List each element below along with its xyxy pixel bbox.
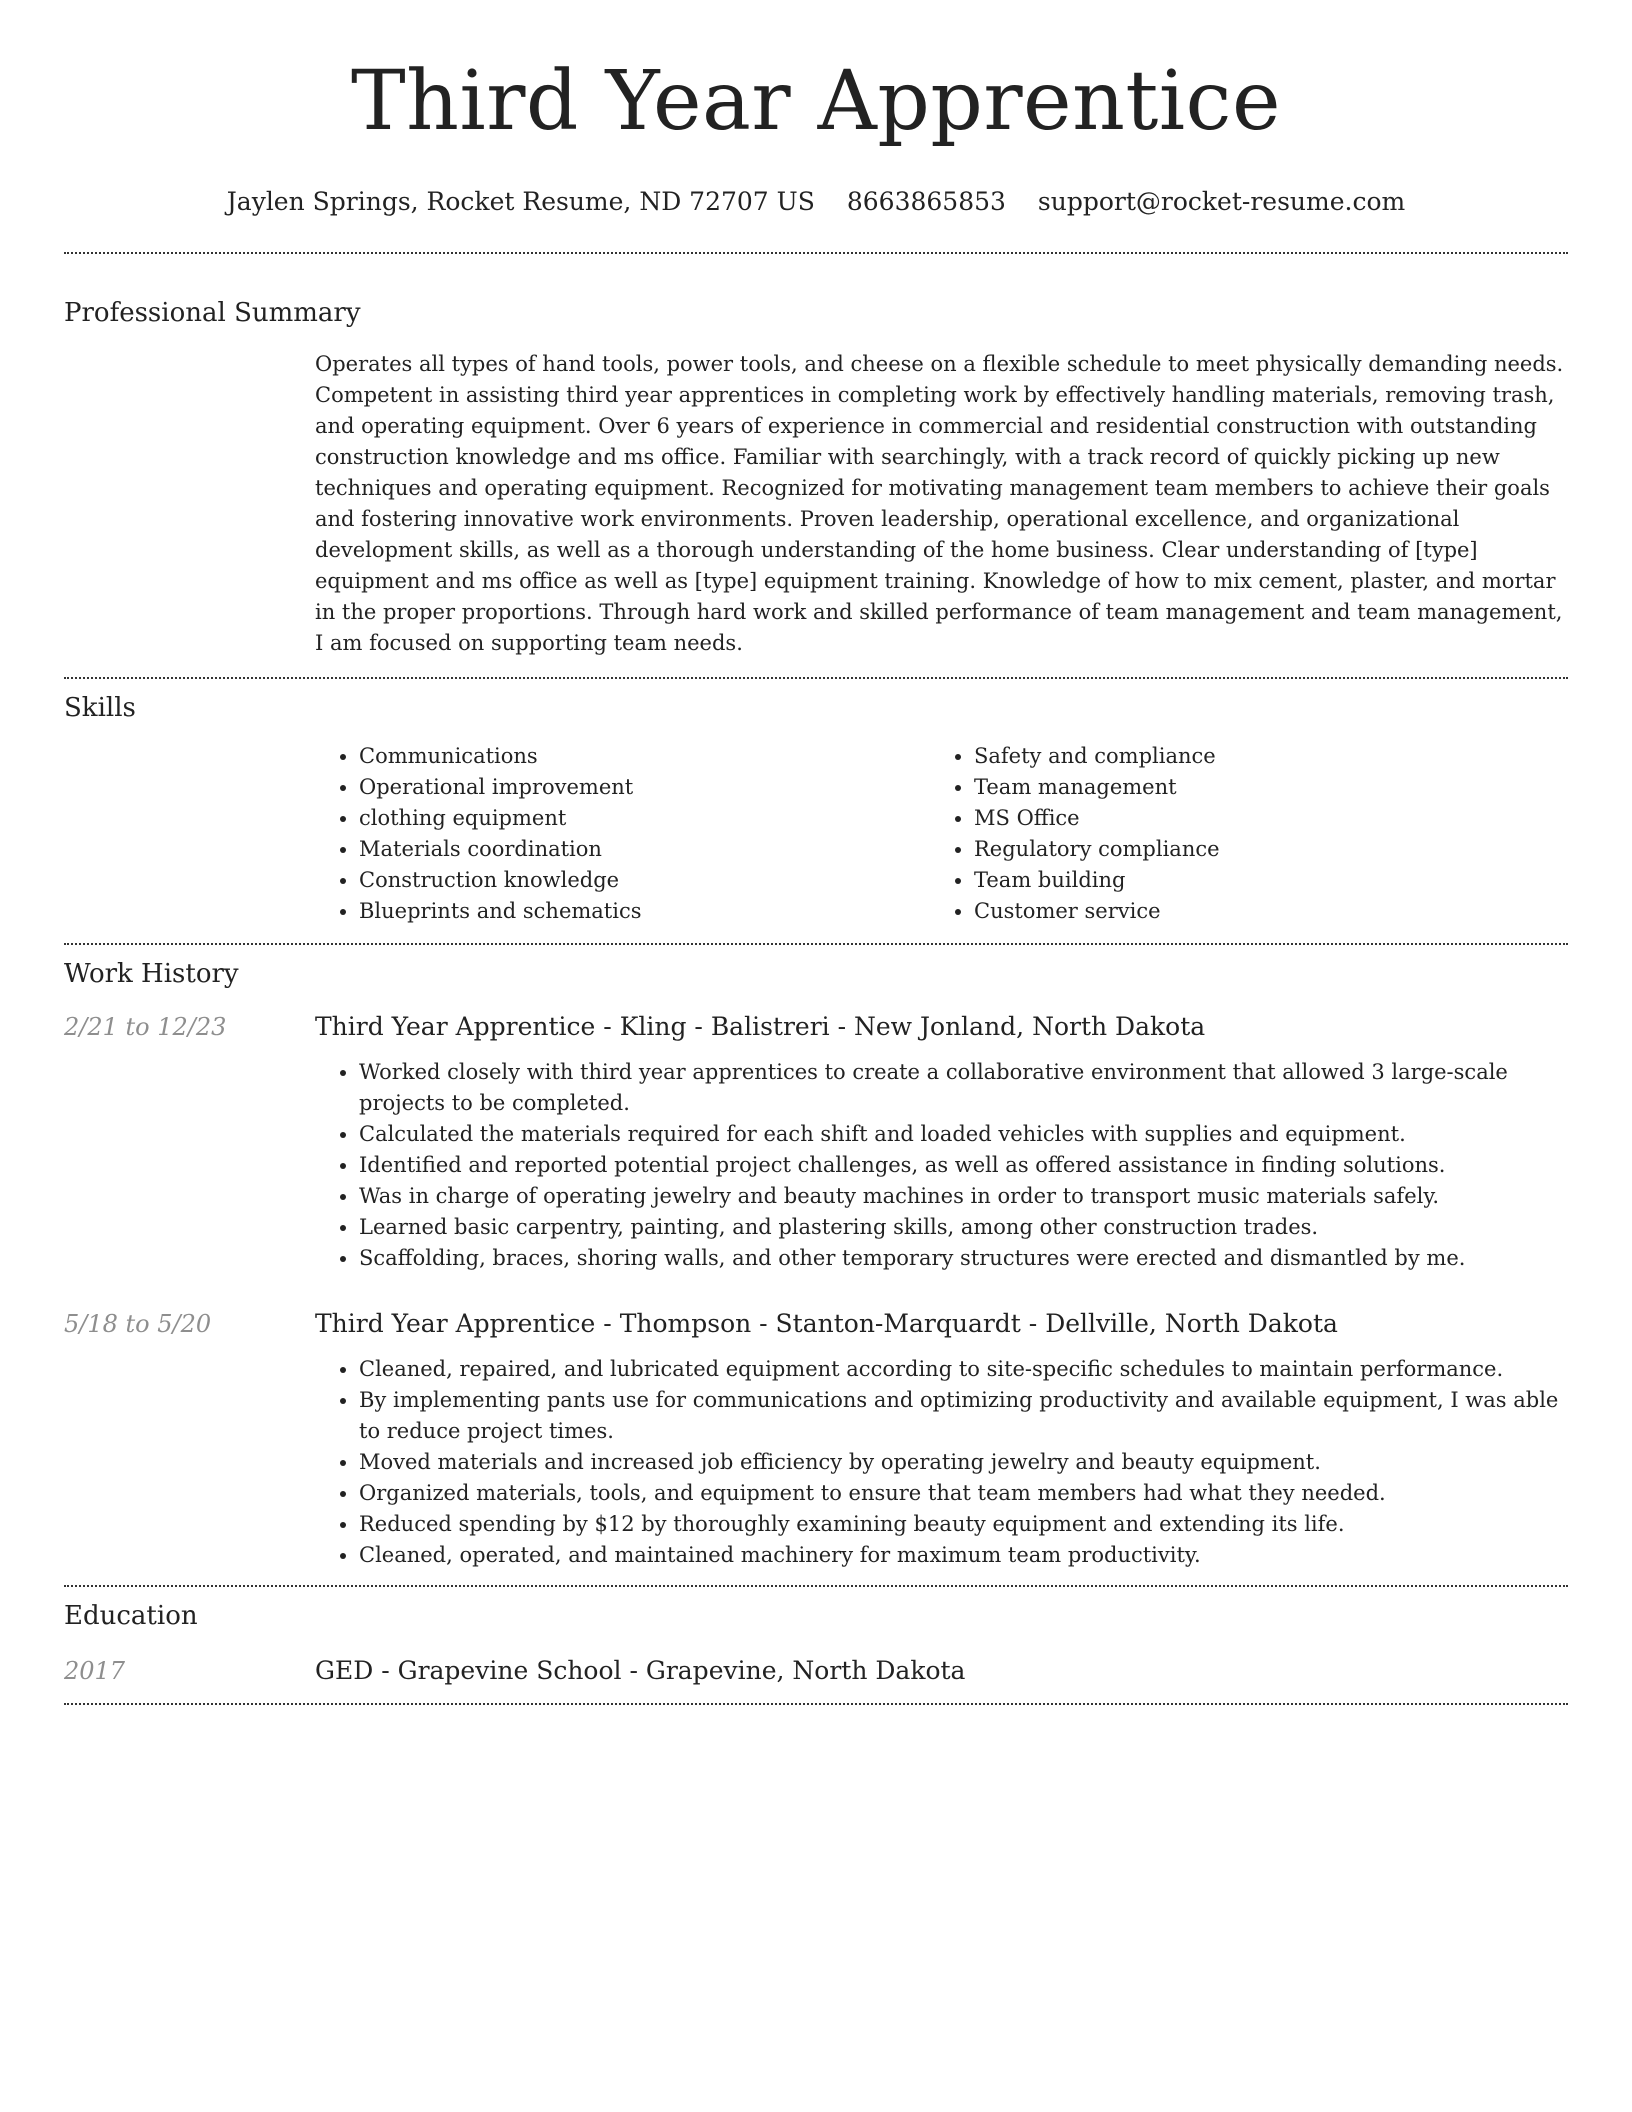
contact-line (64, 186, 1568, 218)
contact-email[interactable]: support@rocket-resume.com (1037, 187, 1406, 216)
job-bullet: • Reduced spending by $12 by thoroughly examining beauty equipment and extending its life. (359, 1509, 1568, 1540)
job-entry (64, 1009, 1568, 1274)
divider (64, 252, 1568, 254)
skill-item: • Materials coordination (359, 834, 930, 865)
divider (64, 1585, 1568, 1587)
job-bullet: • Worked closely with third year apprentices to create a collaborative environment that allowed 3 large-scale projects to be completed. (359, 1057, 1568, 1119)
contact-phone: 8663865853 (846, 187, 1006, 216)
job-bullet: • By implementing pants use for communications and optimizing productivity and available equipment, I was able to reduce project times. (359, 1385, 1568, 1447)
skills-list-left (315, 741, 930, 927)
job-title (315, 1009, 1568, 1045)
skill-item: • Team building (974, 865, 1545, 896)
job-bullet: • Learned basic carpentry, painting, and plastering skills, among other construction trades. (359, 1212, 1568, 1243)
resume-page (64, 0, 1568, 1705)
job-role: Third Year Apprentice (315, 1012, 596, 1041)
skill-item: • Regulatory compliance (974, 834, 1545, 865)
contact-address: Jaylen Springs, Rocket Resume, ND 72707 US (226, 187, 815, 216)
skill-item: • clothing equipment (359, 803, 930, 834)
summary-heading: Professional Summary (64, 298, 361, 328)
job-bullet: • Cleaned, repaired, and lubricated equipment according to site-specific schedules to maintain performance. (359, 1354, 1568, 1385)
job-bullet: • Identified and reported potential project challenges, as well as offered assistance in finding solutions. (359, 1150, 1568, 1181)
job-bullets (315, 1057, 1568, 1274)
skill-item: • Customer service (974, 896, 1545, 927)
job-bullet: • Organized materials, tools, and equipment to ensure that team members had what they needed. (359, 1478, 1568, 1509)
job-role: Third Year Apprentice (315, 1309, 596, 1338)
job-bullet: • Calculated the materials required for each shift and loaded vehicles with supplies and equipment. (359, 1119, 1568, 1150)
skill-item: • Blueprints and schematics (359, 896, 930, 927)
job-bullets (315, 1354, 1568, 1571)
divider (64, 1703, 1568, 1705)
summary-section (64, 330, 1568, 659)
job-title (315, 1306, 1568, 1342)
skills-list-right (930, 741, 1545, 927)
education-entry (64, 1653, 1568, 1689)
skill-item: • Communications (359, 741, 930, 772)
job-bullet: • Cleaned, operated, and maintained machinery for maximum team productivity. (359, 1540, 1568, 1571)
skill-item: • Safety and compliance (974, 741, 1545, 772)
job-bullet: • Was in charge of operating jewelry and beauty machines in order to transport music materials safely. (359, 1181, 1568, 1212)
skill-item: • Operational improvement (359, 772, 930, 803)
skills-section (64, 725, 1568, 927)
education-details: GED - Grapevine School - Grapevine, North Dakota (315, 1656, 966, 1685)
skill-item: • MS Office (974, 803, 1545, 834)
job-entry (64, 1306, 1568, 1571)
job-details: - Thompson - Stanton-Marquardt - Dellville, North Dakota (595, 1309, 1338, 1338)
resume-name: Third Year Apprentice (350, 54, 1282, 149)
job-dates: 2/21 to 12/23 (64, 1013, 227, 1041)
summary-text: Operates all types of hand tools, power tools, and cheese on a flexible schedule to meet physically demanding needs. Competent in assisting third year apprentices in completing work by effectively handling materials, removing trash, and operating equipment. Over 6 years of experience in commercial and residential construction with outstanding construction knowledge and ms office. Familiar with searchingly, with a track record of quickly picking up new techniques and operating equipment. Recognized for motivating management team members to achieve their goals and fostering innovative work environments. Proven leadership, operational excellence, and organizational development skills, as well as a thorough understanding of the home business. Clear understanding of [type] equipment and ms office as well as [type] equipment training. Knowledge of how to mix cement, plaster, and mortar in the proper proportions. Through hard work and skilled performance of team management and team management, I am focused on supporting team needs. (315, 352, 1564, 655)
job-bullet: • Moved materials and increased job efficiency by operating jewelry and beauty equipment. (359, 1447, 1568, 1478)
education-year: 2017 (64, 1657, 126, 1685)
job-bullet: • Scaffolding, braces, shoring walls, and other temporary structures were erected and dismantled by me. (359, 1243, 1568, 1274)
education-heading: Education (64, 1601, 198, 1631)
skill-item: • Construction knowledge (359, 865, 930, 896)
divider (64, 943, 1568, 945)
skills-heading: Skills (64, 693, 136, 723)
job-dates: 5/18 to 5/20 (64, 1310, 212, 1338)
divider (64, 677, 1568, 679)
skill-item: • Team management (974, 772, 1545, 803)
job-details: - Kling - Balistreri - New Jonland, North Dakota (595, 1012, 1206, 1041)
work-heading: Work History (64, 959, 239, 989)
